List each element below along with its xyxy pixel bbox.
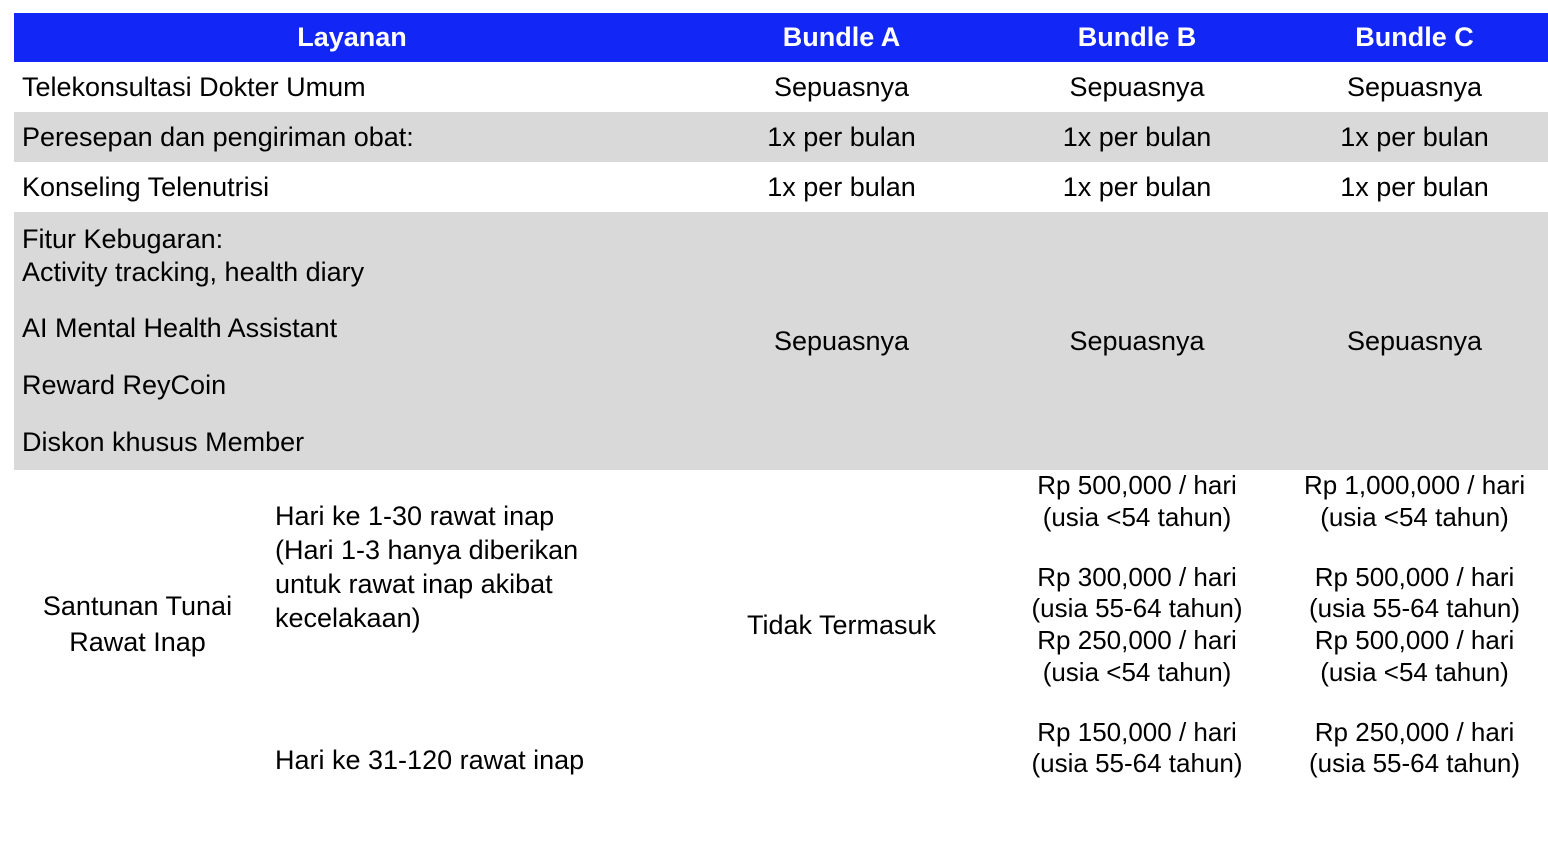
- santunan-c-line-5: Rp 500,000 / hari: [1314, 625, 1515, 656]
- santunan-sub-line-3: untuk rawat inap akibat: [275, 568, 553, 599]
- table-row: [14, 162, 1548, 212]
- table-header-row: [14, 13, 1548, 62]
- santunan-sub-line-5: Hari ke 31-120 rawat inap: [275, 744, 585, 775]
- santunan-b-spacer: [997, 534, 1277, 562]
- santunan-b-line-8: (usia 55-64 tahun): [1031, 748, 1243, 779]
- row-label: Konseling Telenutrisi: [14, 162, 690, 212]
- santunan-b-line-1: Rp 500,000 / hari: [1037, 470, 1237, 501]
- santunan-b-line-3: Rp 300,000 / hari: [1037, 561, 1237, 592]
- santunan-c-spacer: [1285, 689, 1544, 717]
- santunan-sublabel-cell: [261, 470, 690, 780]
- table-row-features: [14, 212, 1548, 470]
- santunan-label-line-2: Rawat Inap: [69, 627, 206, 658]
- row-value-bundle-c: 1x per bulan: [1281, 112, 1548, 162]
- column-header-bundle-c: Bundle C: [1281, 13, 1548, 62]
- row-value-bundle-c: 1x per bulan: [1281, 162, 1548, 212]
- santunan-c-line-6: (usia <54 tahun): [1320, 656, 1509, 687]
- santunan-b-line-4: (usia 55-64 tahun): [1031, 593, 1243, 624]
- santunan-b-line-5: Rp 250,000 / hari: [1037, 625, 1237, 656]
- feature-line-1: Fitur Kebugaran:: [22, 224, 224, 254]
- column-header-layanan: Layanan: [14, 13, 690, 62]
- feature-line-5: Diskon khusus Member: [22, 426, 305, 457]
- row-value-bundle-c: Sepuasnya: [1281, 62, 1548, 112]
- row-value-bundle-b: 1x per bulan: [993, 112, 1281, 162]
- feature-line-3: AI Mental Health Assistant: [22, 313, 338, 344]
- santunan-b-line-6: (usia <54 tahun): [1042, 656, 1232, 687]
- santunan-c-line-7: Rp 250,000 / hari: [1314, 716, 1515, 747]
- feature-line-2: Activity tracking, health diary: [22, 256, 365, 287]
- feature-spacer: [22, 402, 682, 426]
- santunan-sub-line-2: (Hari 1-3 hanya diberikan: [275, 534, 579, 565]
- row-value-bundle-a: 1x per bulan: [690, 112, 993, 162]
- santunan-b-line-7: Rp 150,000 / hari: [1037, 716, 1237, 747]
- table-row: [14, 112, 1548, 162]
- row-value-bundle-b: Sepuasnya: [993, 62, 1281, 112]
- column-header-bundle-a: Bundle A: [690, 13, 993, 62]
- santunan-sublabel-top: [275, 474, 690, 635]
- santunan-sublabel-bottom: [275, 743, 690, 777]
- features-value-bundle-c: Sepuasnya: [1281, 212, 1548, 470]
- features-value-bundle-a: Sepuasnya: [690, 212, 993, 470]
- santunan-b-line-2: (usia <54 tahun): [1042, 502, 1232, 532]
- feature-line-4: Reward ReyCoin: [22, 369, 227, 400]
- feature-spacer: [22, 288, 682, 312]
- bundle-comparison-table: [14, 13, 1548, 780]
- row-value-bundle-a: 1x per bulan: [690, 162, 993, 212]
- santunan-c-spacer: [1285, 534, 1544, 562]
- santunan-b-spacer: [997, 689, 1277, 717]
- santunan-label-line-1: Santunan Tunai: [42, 591, 233, 622]
- santunan-value-bundle-c: [1281, 470, 1548, 780]
- table-row: [14, 62, 1548, 112]
- santunan-value-bundle-b: [993, 470, 1281, 780]
- santunan-label-cell: [14, 470, 261, 780]
- santunan-c-line-4: (usia 55-64 tahun): [1309, 593, 1521, 624]
- column-header-bundle-b: Bundle B: [993, 13, 1281, 62]
- features-label-cell: [14, 212, 690, 470]
- santunan-value-bundle-a: Tidak Termasuk: [690, 470, 993, 780]
- row-label: Peresepan dan pengiriman obat:: [14, 112, 690, 162]
- features-value-bundle-b: Sepuasnya: [993, 212, 1281, 470]
- santunan-sub-line-4: kecelakaan): [275, 602, 421, 633]
- santunan-sub-line-1: Hari ke 1-30 rawat inap: [275, 500, 555, 531]
- santunan-c-line-3: Rp 500,000 / hari: [1314, 561, 1515, 592]
- santunan-c-line-2: (usia <54 tahun): [1320, 502, 1509, 532]
- feature-spacer: [22, 345, 682, 369]
- santunan-c-line-1: Rp 1,000,000 / hari: [1303, 470, 1526, 501]
- row-value-bundle-b: 1x per bulan: [993, 162, 1281, 212]
- row-value-bundle-a: Sepuasnya: [690, 62, 993, 112]
- table-row-santunan: [14, 470, 1548, 780]
- row-label: Telekonsultasi Dokter Umum: [14, 62, 690, 112]
- santunan-c-line-8: (usia 55-64 tahun): [1309, 748, 1521, 779]
